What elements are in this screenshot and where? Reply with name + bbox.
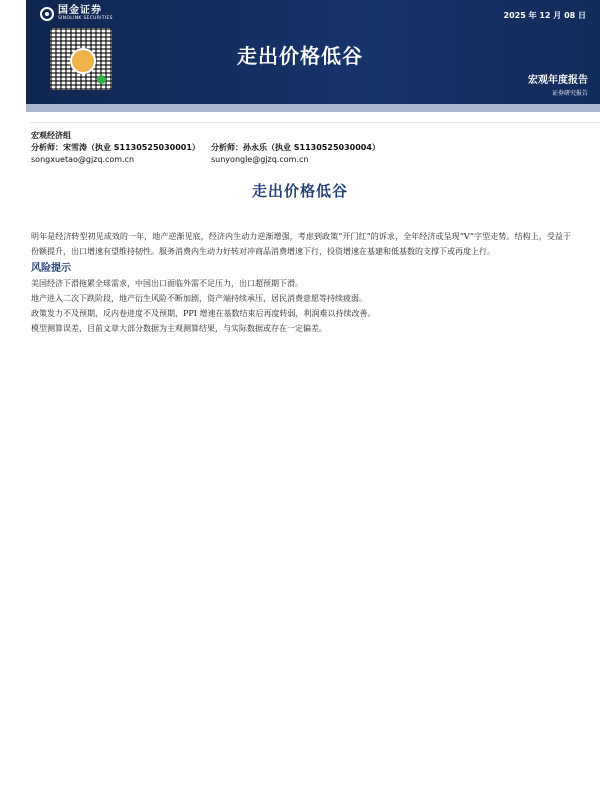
analyst-1-label: 分析师：宋雪涛（执业 S1130525030001） — [31, 143, 200, 152]
logo-mark-icon — [40, 7, 54, 21]
report-body — [31, 229, 571, 336]
risk-item: 政策发力不及预期，反内卷进度不及预期，PPI 增速在基数结束后再度转弱，利润难以持续改善。 — [31, 309, 376, 318]
report-date: 2025 年 12 月 08 日 — [503, 11, 586, 20]
analyst-2-label: 分析师：孙永乐（执业 S1130525030004） — [211, 143, 380, 152]
company-logo — [40, 5, 140, 23]
analyst-2-email[interactable]: sunyongle@gjzq.com.cn — [211, 155, 309, 164]
logo-en-text: SINOLINK SECURITIES — [58, 16, 113, 22]
risk-list — [31, 276, 571, 336]
research-group: 宏观经济组 — [31, 131, 71, 140]
risk-item: 美国经济下滑拖累全球需求，中国出口面临外需不足压力，出口超预期下滑。 — [31, 279, 303, 288]
risk-heading: 风险提示 — [31, 263, 71, 274]
document-title: 走出价格低谷 — [251, 182, 348, 200]
header-title: 走出价格低谷 — [237, 44, 363, 68]
header-bottom-band — [26, 104, 600, 112]
risk-item: 模型测算误差，目前文章大部分数据为主观测算结果，与实际数据或存在一定偏差。 — [31, 324, 327, 333]
risk-item: 地产进入二次下跌阶段，地产衍生风险不断加剧，资产端持续承压，居民消费意愿等持续疲弱。 — [31, 294, 367, 303]
report-subtype: 证券研究报告 — [551, 90, 588, 97]
logo-cn-text: 国金证券 — [58, 5, 102, 17]
report-type: 宏观年度报告 — [528, 75, 588, 86]
analyst-1-email[interactable]: songxuetao@gjzq.com.cn — [31, 155, 135, 164]
analyst-info — [31, 130, 391, 166]
divider — [30, 122, 600, 123]
summary-paragraph: 明年是经济转型初见成效的一年，地产逆渐见底，经济内生动力逆渐增强，考虑到政策“开门红”的诉求，全年经济或呈现“V”字型走势。结构上，受益于份额提升，出口增速有望维持韧性。服务消费内生动力好转对冲商品消费增速下行，投资增速在基建和低基数的支撑下或再度上行。 — [31, 232, 571, 256]
